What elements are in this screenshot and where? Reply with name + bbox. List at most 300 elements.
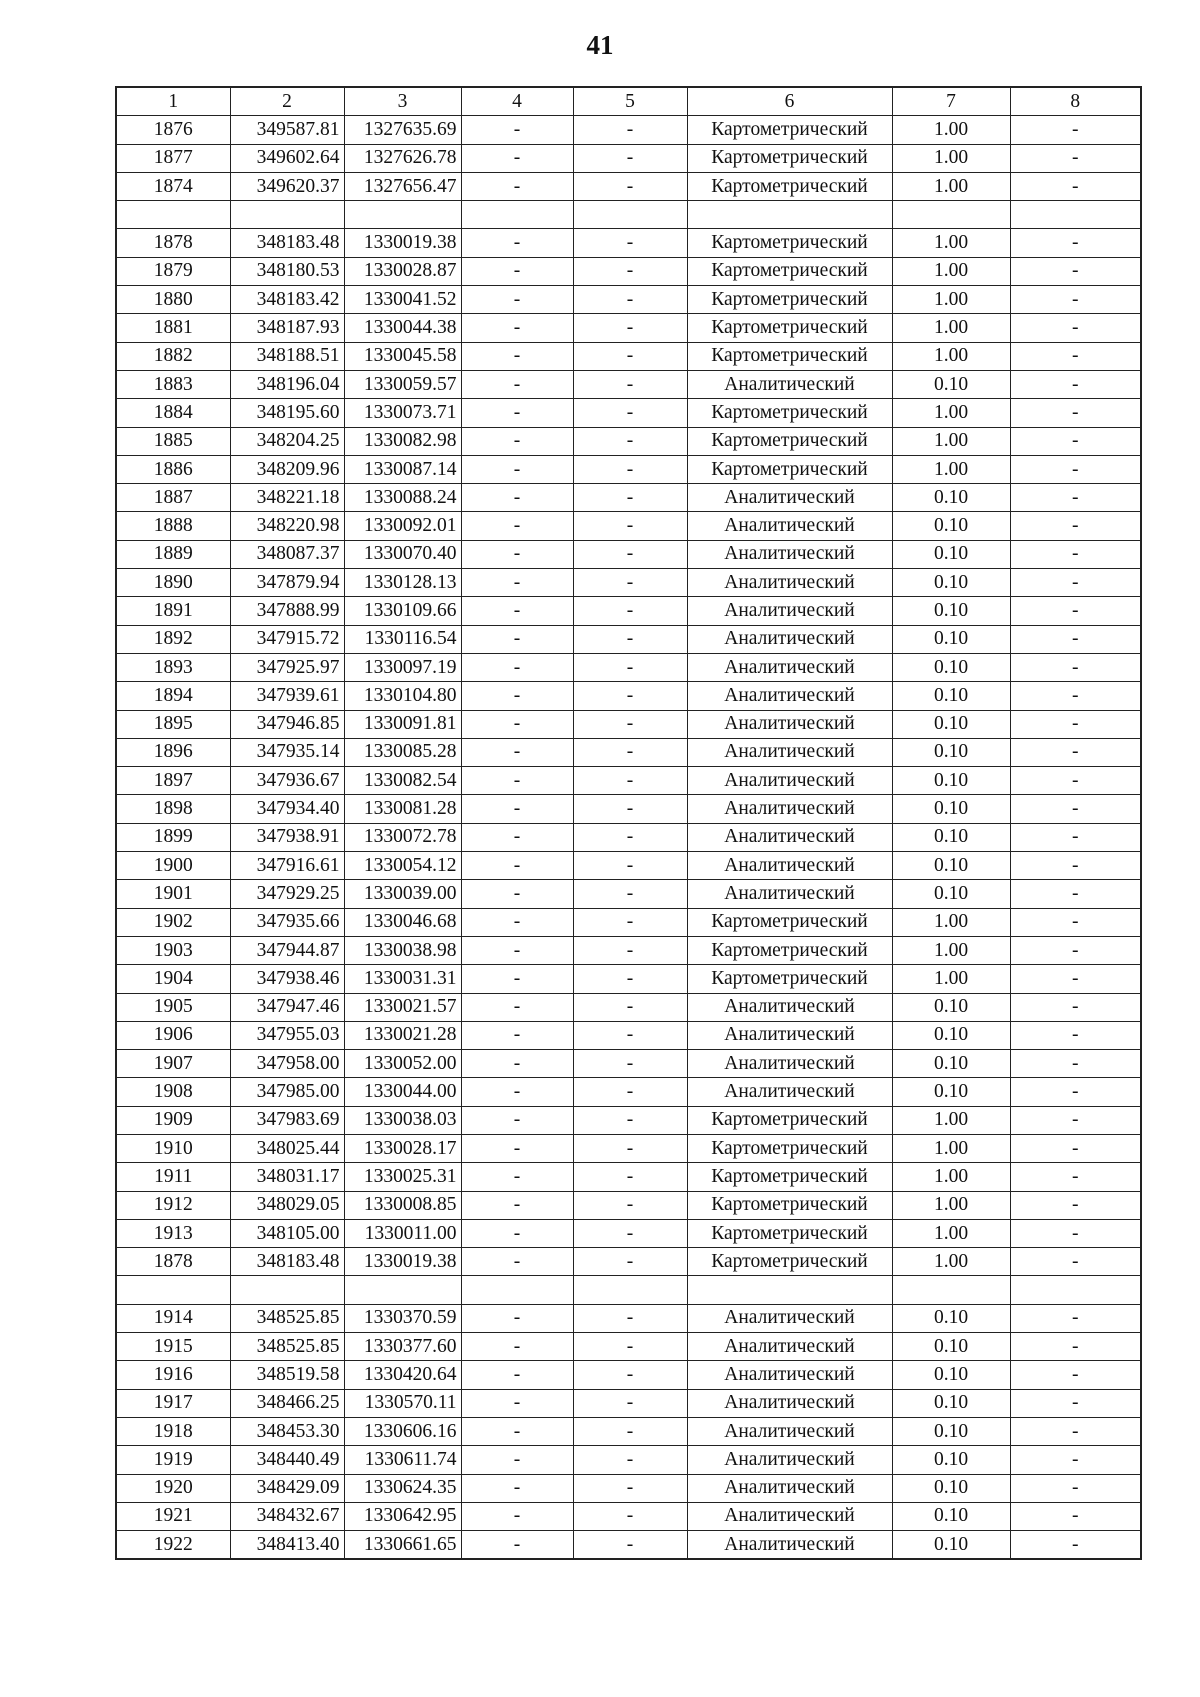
column-5-cell: -	[573, 1106, 687, 1134]
x-coordinate-cell: 347938.46	[230, 965, 344, 993]
column-4-cell: -	[461, 1163, 573, 1191]
x-coordinate-cell: 347955.03	[230, 1021, 344, 1049]
method-cell: Картометрический	[687, 427, 892, 455]
accuracy-cell: 1.00	[892, 1134, 1010, 1162]
column-4-cell: -	[461, 484, 573, 512]
point-number-cell: 1890	[116, 569, 230, 597]
table-row	[116, 1106, 1141, 1134]
x-coordinate-cell: 348209.96	[230, 455, 344, 483]
x-coordinate-cell: 348183.48	[230, 229, 344, 257]
point-number-cell: 1897	[116, 767, 230, 795]
table-row	[116, 1474, 1141, 1502]
method-cell: Картометрический	[687, 116, 892, 144]
point-number-cell: 1882	[116, 342, 230, 370]
column-5-cell: -	[573, 823, 687, 851]
method-cell: Аналитический	[687, 653, 892, 681]
table-row	[116, 852, 1141, 880]
column-5-cell: -	[573, 653, 687, 681]
column-8-cell: -	[1010, 1021, 1141, 1049]
column-8-cell: -	[1010, 795, 1141, 823]
y-coordinate-cell: 1330109.66	[344, 597, 461, 625]
table-row	[116, 1163, 1141, 1191]
point-number-cell: 1884	[116, 399, 230, 427]
column-5-cell: -	[573, 795, 687, 823]
table-row	[116, 314, 1141, 342]
method-cell: Аналитический	[687, 1050, 892, 1078]
method-cell: Картометрический	[687, 1219, 892, 1247]
table-row	[116, 1361, 1141, 1389]
table-row	[116, 1134, 1141, 1162]
y-coordinate-cell: 1330054.12	[344, 852, 461, 880]
y-coordinate-cell: 1330128.13	[344, 569, 461, 597]
accuracy-cell: 0.10	[892, 1446, 1010, 1474]
column-4-cell: -	[461, 993, 573, 1021]
column-4-cell: -	[461, 1333, 573, 1361]
column-4-cell: -	[461, 286, 573, 314]
point-number-cell: 1878	[116, 1248, 230, 1276]
column-4-cell: -	[461, 144, 573, 172]
table-row	[116, 823, 1141, 851]
column-4-cell: -	[461, 1134, 573, 1162]
accuracy-cell: 0.10	[892, 1531, 1010, 1560]
column-8-cell: -	[1010, 1078, 1141, 1106]
column-5-cell: -	[573, 427, 687, 455]
x-coordinate-cell: 348432.67	[230, 1502, 344, 1530]
column-8-cell: -	[1010, 852, 1141, 880]
accuracy-cell: 1.00	[892, 1219, 1010, 1247]
column-4-cell: -	[461, 1474, 573, 1502]
point-number-cell: 1879	[116, 257, 230, 285]
accuracy-cell: 1.00	[892, 257, 1010, 285]
y-coordinate-cell: 1330019.38	[344, 229, 461, 257]
point-number-cell: 1911	[116, 1163, 230, 1191]
y-coordinate-cell: 1330088.24	[344, 484, 461, 512]
accuracy-cell: 0.10	[892, 484, 1010, 512]
point-number-cell: 1904	[116, 965, 230, 993]
column-5-cell: -	[573, 1474, 687, 1502]
point-number-cell: 1876	[116, 116, 230, 144]
column-4-cell: -	[461, 257, 573, 285]
column-8-cell: -	[1010, 738, 1141, 766]
y-coordinate-cell: 1330045.58	[344, 342, 461, 370]
column-5-cell: -	[573, 455, 687, 483]
method-cell: Аналитический	[687, 1333, 892, 1361]
method-cell: Картометрический	[687, 936, 892, 964]
method-cell: Аналитический	[687, 1502, 892, 1530]
y-coordinate-cell: 1330021.28	[344, 1021, 461, 1049]
point-number-cell: 1874	[116, 172, 230, 200]
x-coordinate-cell: 347939.61	[230, 682, 344, 710]
column-8-cell	[1010, 201, 1141, 229]
column-8-cell: -	[1010, 229, 1141, 257]
column-8-cell: -	[1010, 569, 1141, 597]
method-cell: Картометрический	[687, 1248, 892, 1276]
column-4-cell: -	[461, 1531, 573, 1560]
method-cell: Картометрический	[687, 455, 892, 483]
y-coordinate-cell: 1330606.16	[344, 1417, 461, 1445]
x-coordinate-cell: 349620.37	[230, 172, 344, 200]
column-4-cell: -	[461, 1106, 573, 1134]
table-row	[116, 201, 1141, 229]
table-row	[116, 710, 1141, 738]
column-header: 5	[573, 87, 687, 116]
column-8-cell: -	[1010, 399, 1141, 427]
point-number-cell: 1906	[116, 1021, 230, 1049]
x-coordinate-cell: 347915.72	[230, 625, 344, 653]
table-row	[116, 880, 1141, 908]
x-coordinate-cell: 348429.09	[230, 1474, 344, 1502]
x-coordinate-cell: 348187.93	[230, 314, 344, 342]
method-cell: Картометрический	[687, 342, 892, 370]
point-number-cell: 1886	[116, 455, 230, 483]
table-row	[116, 399, 1141, 427]
y-coordinate-cell: 1330046.68	[344, 908, 461, 936]
column-8-cell: -	[1010, 144, 1141, 172]
column-5-cell	[573, 201, 687, 229]
y-coordinate-cell: 1330104.80	[344, 682, 461, 710]
method-cell	[687, 1276, 892, 1304]
accuracy-cell: 0.10	[892, 682, 1010, 710]
method-cell: Аналитический	[687, 625, 892, 653]
x-coordinate-cell: 348453.30	[230, 1417, 344, 1445]
table-row	[116, 257, 1141, 285]
point-number-cell: 1916	[116, 1361, 230, 1389]
column-5-cell: -	[573, 1191, 687, 1219]
table-row	[116, 908, 1141, 936]
column-4-cell: -	[461, 597, 573, 625]
accuracy-cell: 0.10	[892, 1474, 1010, 1502]
accuracy-cell: 0.10	[892, 597, 1010, 625]
column-5-cell: -	[573, 682, 687, 710]
table-row	[116, 229, 1141, 257]
point-number-cell: 1903	[116, 936, 230, 964]
column-header: 6	[687, 87, 892, 116]
point-number-cell: 1880	[116, 286, 230, 314]
column-4-cell: -	[461, 1191, 573, 1219]
column-4-cell: -	[461, 370, 573, 398]
x-coordinate-cell: 347935.66	[230, 908, 344, 936]
x-coordinate-cell: 347925.97	[230, 653, 344, 681]
table-row	[116, 625, 1141, 653]
point-number-cell: 1893	[116, 653, 230, 681]
method-cell: Аналитический	[687, 738, 892, 766]
table-row	[116, 370, 1141, 398]
column-8-cell: -	[1010, 1134, 1141, 1162]
y-coordinate-cell: 1330028.87	[344, 257, 461, 285]
column-5-cell: -	[573, 342, 687, 370]
column-4-cell: -	[461, 965, 573, 993]
y-coordinate-cell: 1330420.64	[344, 1361, 461, 1389]
column-4-cell: -	[461, 512, 573, 540]
point-number-cell: 1883	[116, 370, 230, 398]
point-number-cell: 1915	[116, 1333, 230, 1361]
method-cell: Картометрический	[687, 144, 892, 172]
y-coordinate-cell: 1330038.03	[344, 1106, 461, 1134]
column-8-cell: -	[1010, 1191, 1141, 1219]
y-coordinate-cell: 1330611.74	[344, 1446, 461, 1474]
accuracy-cell: 1.00	[892, 399, 1010, 427]
column-4-cell: -	[461, 1078, 573, 1106]
column-8-cell: -	[1010, 342, 1141, 370]
accuracy-cell: 1.00	[892, 116, 1010, 144]
table-row	[116, 767, 1141, 795]
method-cell: Картометрический	[687, 908, 892, 936]
y-coordinate-cell: 1330072.78	[344, 823, 461, 851]
accuracy-cell: 1.00	[892, 965, 1010, 993]
column-8-cell: -	[1010, 257, 1141, 285]
y-coordinate-cell: 1330019.38	[344, 1248, 461, 1276]
accuracy-cell: 0.10	[892, 1502, 1010, 1530]
point-number-cell: 1912	[116, 1191, 230, 1219]
method-cell: Картометрический	[687, 1191, 892, 1219]
x-coordinate-cell: 347947.46	[230, 993, 344, 1021]
column-5-cell: -	[573, 908, 687, 936]
accuracy-cell: 0.10	[892, 1333, 1010, 1361]
column-8-cell: -	[1010, 767, 1141, 795]
column-5-cell: -	[573, 286, 687, 314]
column-5-cell: -	[573, 1078, 687, 1106]
table-row	[116, 512, 1141, 540]
accuracy-cell: 0.10	[892, 512, 1010, 540]
column-4-cell: -	[461, 1219, 573, 1247]
accuracy-cell: 0.10	[892, 852, 1010, 880]
column-5-cell: -	[573, 1021, 687, 1049]
accuracy-cell: 1.00	[892, 314, 1010, 342]
table-row	[116, 1417, 1141, 1445]
y-coordinate-cell: 1330370.59	[344, 1304, 461, 1332]
point-number-cell: 1900	[116, 852, 230, 880]
point-number-cell	[116, 201, 230, 229]
column-8-cell: -	[1010, 880, 1141, 908]
y-coordinate-cell: 1330073.71	[344, 399, 461, 427]
page-number: 41	[586, 30, 614, 60]
x-coordinate-cell: 347934.40	[230, 795, 344, 823]
column-8-cell: -	[1010, 993, 1141, 1021]
x-coordinate-cell: 347958.00	[230, 1050, 344, 1078]
column-4-cell: -	[461, 1248, 573, 1276]
accuracy-cell: 0.10	[892, 993, 1010, 1021]
x-coordinate-cell: 348221.18	[230, 484, 344, 512]
accuracy-cell: 1.00	[892, 229, 1010, 257]
accuracy-cell: 1.00	[892, 342, 1010, 370]
table-row	[116, 1219, 1141, 1247]
method-cell: Аналитический	[687, 1446, 892, 1474]
table-row	[116, 1021, 1141, 1049]
point-number-cell: 1889	[116, 540, 230, 568]
accuracy-cell: 1.00	[892, 908, 1010, 936]
accuracy-cell: 0.10	[892, 540, 1010, 568]
method-cell: Картометрический	[687, 1163, 892, 1191]
method-cell: Аналитический	[687, 1474, 892, 1502]
accuracy-cell: 1.00	[892, 1163, 1010, 1191]
column-4-cell: -	[461, 314, 573, 342]
x-coordinate-cell: 348025.44	[230, 1134, 344, 1162]
x-coordinate-cell: 348196.04	[230, 370, 344, 398]
y-coordinate-cell: 1330070.40	[344, 540, 461, 568]
column-4-cell: -	[461, 540, 573, 568]
point-number-cell: 1888	[116, 512, 230, 540]
column-5-cell: -	[573, 965, 687, 993]
point-number-cell	[116, 1276, 230, 1304]
column-8-cell: -	[1010, 484, 1141, 512]
accuracy-cell: 0.10	[892, 823, 1010, 851]
column-header: 2	[230, 87, 344, 116]
column-5-cell: -	[573, 314, 687, 342]
point-number-cell: 1907	[116, 1050, 230, 1078]
accuracy-cell: 0.10	[892, 1389, 1010, 1417]
method-cell: Аналитический	[687, 370, 892, 398]
method-cell: Аналитический	[687, 1361, 892, 1389]
y-coordinate-cell: 1330642.95	[344, 1502, 461, 1530]
x-coordinate-cell	[230, 201, 344, 229]
x-coordinate-cell	[230, 1276, 344, 1304]
point-number-cell: 1894	[116, 682, 230, 710]
method-cell: Аналитический	[687, 1304, 892, 1332]
column-4-cell: -	[461, 625, 573, 653]
method-cell: Аналитический	[687, 710, 892, 738]
column-5-cell: -	[573, 257, 687, 285]
column-5-cell: -	[573, 1248, 687, 1276]
x-coordinate-cell: 348195.60	[230, 399, 344, 427]
column-5-cell: -	[573, 370, 687, 398]
y-coordinate-cell: 1330052.00	[344, 1050, 461, 1078]
table-row	[116, 116, 1141, 144]
column-8-cell	[1010, 1276, 1141, 1304]
y-coordinate-cell: 1327635.69	[344, 116, 461, 144]
column-4-cell: -	[461, 795, 573, 823]
column-4-cell: -	[461, 569, 573, 597]
y-coordinate-cell: 1330116.54	[344, 625, 461, 653]
column-5-cell: -	[573, 512, 687, 540]
method-cell: Аналитический	[687, 1021, 892, 1049]
x-coordinate-cell: 347985.00	[230, 1078, 344, 1106]
accuracy-cell: 0.10	[892, 370, 1010, 398]
y-coordinate-cell: 1330044.38	[344, 314, 461, 342]
x-coordinate-cell: 349602.64	[230, 144, 344, 172]
column-4-cell: -	[461, 936, 573, 964]
method-cell	[687, 201, 892, 229]
column-8-cell: -	[1010, 1474, 1141, 1502]
table-row	[116, 1276, 1141, 1304]
column-4-cell: -	[461, 682, 573, 710]
accuracy-cell	[892, 1276, 1010, 1304]
column-8-cell: -	[1010, 965, 1141, 993]
accuracy-cell: 0.10	[892, 1304, 1010, 1332]
column-4-cell: -	[461, 1304, 573, 1332]
accuracy-cell: 0.10	[892, 1361, 1010, 1389]
table-row	[116, 342, 1141, 370]
x-coordinate-cell: 347944.87	[230, 936, 344, 964]
column-header: 8	[1010, 87, 1141, 116]
method-cell: Аналитический	[687, 512, 892, 540]
column-4-cell: -	[461, 767, 573, 795]
column-4-cell: -	[461, 1446, 573, 1474]
column-8-cell: -	[1010, 682, 1141, 710]
method-cell: Аналитический	[687, 1531, 892, 1560]
accuracy-cell: 0.10	[892, 738, 1010, 766]
column-8-cell: -	[1010, 1446, 1141, 1474]
method-cell: Аналитический	[687, 852, 892, 880]
table-row	[116, 1078, 1141, 1106]
column-8-cell: -	[1010, 710, 1141, 738]
table-row	[116, 653, 1141, 681]
column-8-cell: -	[1010, 908, 1141, 936]
y-coordinate-cell: 1330041.52	[344, 286, 461, 314]
y-coordinate-cell: 1330081.28	[344, 795, 461, 823]
method-cell: Аналитический	[687, 569, 892, 597]
column-4-cell: -	[461, 852, 573, 880]
method-cell: Картометрический	[687, 172, 892, 200]
y-coordinate-cell: 1330025.31	[344, 1163, 461, 1191]
column-5-cell: -	[573, 880, 687, 908]
y-coordinate-cell: 1330021.57	[344, 993, 461, 1021]
table-row	[116, 144, 1141, 172]
column-5-cell: -	[573, 1531, 687, 1560]
point-number-cell: 1917	[116, 1389, 230, 1417]
method-cell: Картометрический	[687, 1106, 892, 1134]
x-coordinate-cell: 348031.17	[230, 1163, 344, 1191]
column-8-cell: -	[1010, 540, 1141, 568]
method-cell: Аналитический	[687, 1078, 892, 1106]
table-row	[116, 540, 1141, 568]
column-4-cell: -	[461, 172, 573, 200]
table-row	[116, 1050, 1141, 1078]
column-header: 3	[344, 87, 461, 116]
column-5-cell: -	[573, 229, 687, 257]
table-row	[116, 936, 1141, 964]
accuracy-cell: 0.10	[892, 653, 1010, 681]
method-cell: Аналитический	[687, 484, 892, 512]
table-row	[116, 993, 1141, 1021]
y-coordinate-cell: 1330028.17	[344, 1134, 461, 1162]
x-coordinate-cell: 348188.51	[230, 342, 344, 370]
accuracy-cell: 0.10	[892, 767, 1010, 795]
column-5-cell: -	[573, 710, 687, 738]
accuracy-cell: 1.00	[892, 427, 1010, 455]
x-coordinate-cell: 348525.85	[230, 1333, 344, 1361]
column-8-cell: -	[1010, 1361, 1141, 1389]
column-8-cell: -	[1010, 1163, 1141, 1191]
column-8-cell: -	[1010, 314, 1141, 342]
column-5-cell: -	[573, 484, 687, 512]
point-number-cell: 1922	[116, 1531, 230, 1560]
y-coordinate-cell: 1330038.98	[344, 936, 461, 964]
y-coordinate-cell: 1330091.81	[344, 710, 461, 738]
x-coordinate-cell: 347888.99	[230, 597, 344, 625]
y-coordinate-cell	[344, 1276, 461, 1304]
table-row	[116, 1248, 1141, 1276]
y-coordinate-cell: 1330082.98	[344, 427, 461, 455]
table-row	[116, 455, 1141, 483]
y-coordinate-cell: 1330008.85	[344, 1191, 461, 1219]
x-coordinate-cell: 347936.67	[230, 767, 344, 795]
x-coordinate-cell: 348087.37	[230, 540, 344, 568]
accuracy-cell: 0.10	[892, 1078, 1010, 1106]
x-coordinate-cell: 347879.94	[230, 569, 344, 597]
method-cell: Картометрический	[687, 286, 892, 314]
x-coordinate-cell: 347929.25	[230, 880, 344, 908]
table-row	[116, 1304, 1141, 1332]
method-cell: Аналитический	[687, 880, 892, 908]
accuracy-cell: 1.00	[892, 1106, 1010, 1134]
column-5-cell: -	[573, 625, 687, 653]
table-row	[116, 795, 1141, 823]
column-4-cell: -	[461, 229, 573, 257]
point-number-cell: 1914	[116, 1304, 230, 1332]
table-row	[116, 682, 1141, 710]
column-5-cell: -	[573, 1417, 687, 1445]
column-8-cell: -	[1010, 1531, 1141, 1560]
